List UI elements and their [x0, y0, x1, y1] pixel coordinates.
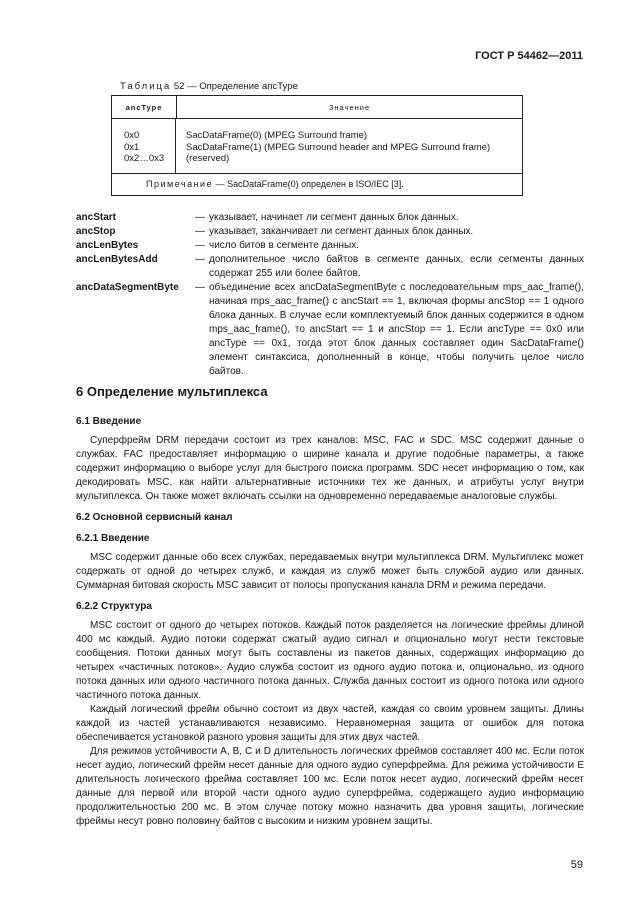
document-header: ГОСТ Р 54462—2011: [475, 50, 583, 62]
definition-desc: указывает, заканчивает ли сегмент данных блок данных.: [209, 226, 474, 237]
table-note-label: Примечание: [146, 178, 214, 189]
table-cell: (reserved): [186, 153, 230, 164]
table-caption: [120, 81, 298, 92]
anctype-codes-cell: [112, 119, 176, 173]
col-header-value: Значение: [328, 102, 371, 112]
definition-desc: указывает, начинает ли сегмент данных блок данных.: [209, 212, 459, 223]
definition-term: ancLenBytes: [76, 240, 139, 251]
section-6-2-2-paragraph-3: Для режимов устойчивости A, B, C и D длительность логических фреймов составляет 400 мс. Если поток несет аудио, логический фрейм несет данные для одного аудио суперфрейма. Для режима устойчивости E длительность логического фрейма составляет 100 мс. Если поток несет аудио, логический фрейм несет данные для первой или второй части одного аудио суперфрейма, содержащего аудио информацию продолжительностью 200 мс. В этом случае потоку можно назначить два уровня защиты, логические фреймы несут ровно половину байтов с высоким и низким уровнем защиты.: [76, 746, 584, 827]
section-6-1-paragraph: Суперфрейм DRM передачи состоит из трех каналов: MSC, FAC и SDC. MSC содержит данные о службах. FAC предоставляет информацию о ширине канала и другие подобные параметры, а также содержит информацию о выборе услуг для быстрого поиска программ. SDC несет информацию о том, как декодировать MSC, как найти альтернативные источники тех же данных, и атрибуты услуг внутри мультиплекса. Он также может включать ссылки на одновременно передаваемые аналоговые службы.: [76, 435, 584, 502]
definition-term: ancLenBytesAdd: [76, 254, 158, 265]
definitions-list: [76, 211, 584, 379]
col-header-anctype: ancType: [112, 96, 177, 118]
table-cell: 0x2…0x3: [124, 153, 165, 164]
section-6-2-2-paragraph-1: MSC состоит от одного до четырех потоков. Каждый поток разделяется на логические фреймы длиной 400 мс каждый. Аудио потоки содержат сжатый аудио сигнал и опционально могут нести текстовые сообщения. Потоки данных могут быть составлены из пакетов данных, содержащих информацию до четырех «частичных потоков». Аудио служба состоит из одного аудио потока и, опционально, из одного потока данных или одного частичного потока данных. Служба данных состоит из одного потока или одного частичного потока данных.: [76, 620, 584, 701]
section-6-2-title: 6.2 Основной сервисный канал: [76, 512, 233, 523]
definition-item: [76, 239, 584, 253]
definition-item: [76, 211, 584, 225]
definition-term: ancStop: [76, 226, 116, 237]
table-cell: 0x1: [124, 141, 140, 153]
table-cell: SacDataFrame(0) (MPEG Surround frame): [186, 130, 368, 141]
definition-dash: —: [195, 226, 205, 237]
section-6-title: 6 Определение мультиплекса: [76, 384, 268, 399]
definition-dash: —: [195, 212, 205, 223]
definition-dash: —: [195, 254, 205, 265]
section-6-2-1-title: 6.2.1 Введение: [76, 533, 150, 544]
definition-desc: объединение всех ancDataSegmentByte с последовательным mps_aac_frame(), начиная mps_aac_frame() с ancStart == 1, включая формы ancStop == 1 одного блока данных. В случае если комплектуемый блок данных содержится в одном mps_aac_frame(), то ancStart == 1 и ancStop == 1. Если ancType == 0x0 или ancType == 0x1, тогда этот блок данных составляет один SacDataFrame() элемент синтаксиса, дополненный в конце, чтобы получить целое число байтов.: [209, 282, 584, 377]
table-caption-label: Таблица: [120, 81, 172, 92]
section-6-2-1-paragraph: MSC содержит данные обо всех службах, передаваемых внутри мультиплекса DRM. Мультиплекс может содержать от одной до четырех служб, и каждая из служб может быть службой аудио или данных. Суммарная битовая скорость MSC зависит от полосы пропускания канала DRM и режима передачи.: [76, 552, 584, 591]
definition-dash: —: [195, 282, 205, 293]
definition-dash: —: [195, 240, 205, 251]
definition-item: [76, 253, 584, 281]
anctype-table: [111, 95, 523, 196]
definition-item: [76, 281, 584, 379]
section-6-2-2-paragraph-2: Каждый логический фрейм обычно состоит из двух частей, каждая со своим уровнем защиты. Длины каждой из частей устанавливаются независимо. Неравномерная защита от ошибок для потока обеспечивается установкой разного уровня защиты для этих двух частей.: [76, 704, 584, 743]
table-cell: SacDataFrame(1) (MPEG Surround header and MPEG Surround frame): [186, 141, 491, 153]
definition-desc: число битов в сегменте данных.: [209, 240, 359, 251]
section-6-1-title: 6.1 Введение: [76, 416, 142, 427]
section-6-2-2-title: 6.2.2 Структура: [76, 601, 152, 612]
anctype-values-cell: [176, 119, 522, 173]
table-header-row: [112, 96, 522, 119]
table-note: [112, 174, 522, 195]
definition-term: ancDataSegmentByte: [76, 282, 179, 293]
definition-item: [76, 225, 584, 239]
definition-desc: дополнительное число байтов в сегменте данных, если сегменты данных содержат 255 или более байтов.: [209, 254, 584, 279]
table-note-text: — SacDataFrame(0) определен в ISO/IEC [3].: [213, 178, 404, 189]
definition-term: ancStart: [76, 212, 117, 223]
table-caption-title: 52 — Определение ancType: [171, 81, 298, 92]
table-cell: 0x0: [124, 130, 140, 141]
page-number: 59: [570, 859, 583, 871]
table-body-row: [112, 119, 522, 174]
